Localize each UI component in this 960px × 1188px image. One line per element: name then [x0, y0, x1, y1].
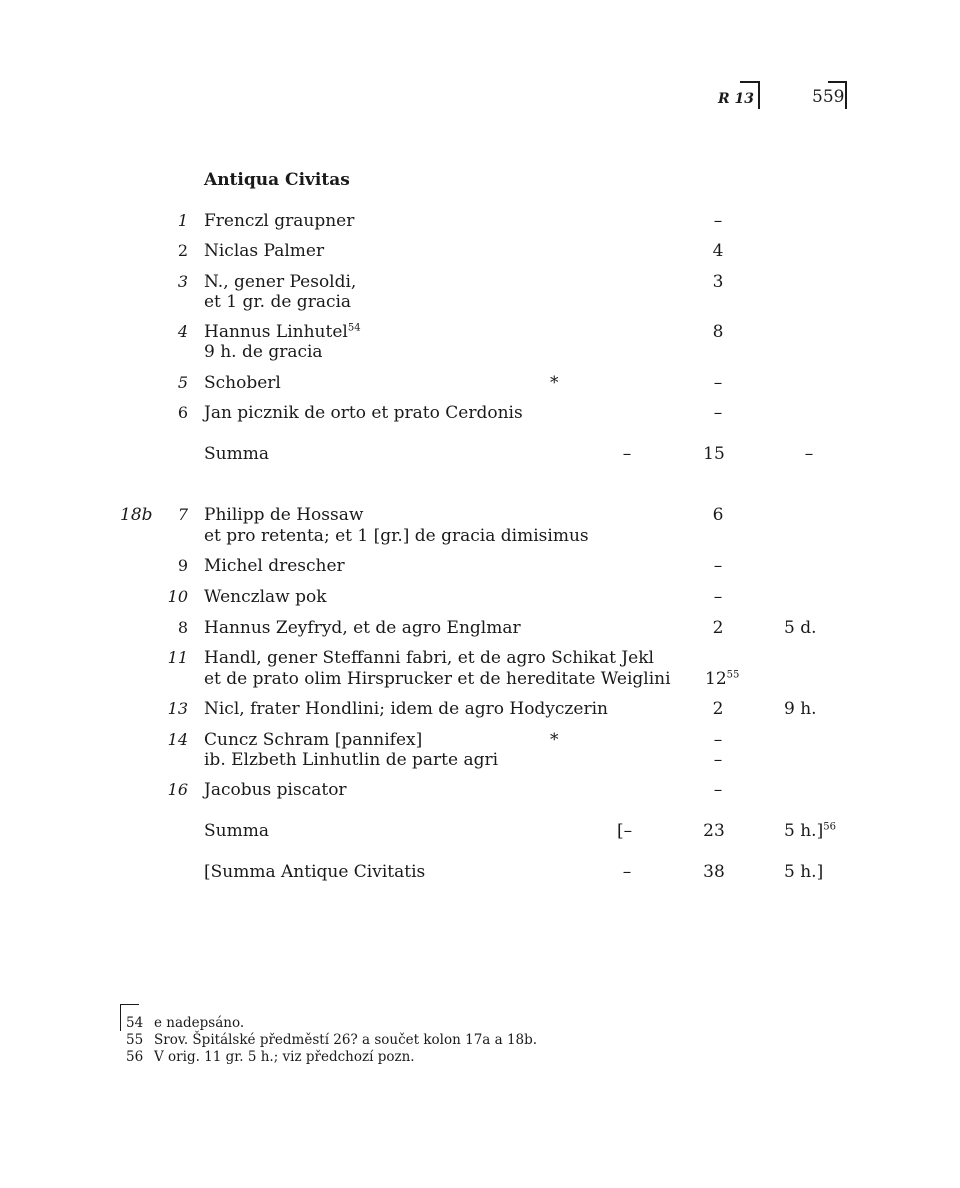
entry-text-continuation: et pro retenta; et 1 [gr.] de gracia dimisimus: [204, 526, 589, 546]
entry-amount: $12^{55}$: [705, 669, 740, 689]
summa-col3: 5 h.]$^{56}$: [784, 821, 836, 841]
asterisk-mark: *: [550, 373, 559, 393]
entry-number: 14: [167, 730, 188, 749]
entry-number: 8: [177, 618, 188, 637]
summa-total-col1: –: [622, 862, 632, 882]
entry-number: 4: [177, 322, 188, 341]
entry-amount: 8: [712, 322, 724, 342]
footnote-text: V orig. 11 gr. 5 h.; viz předchozí pozn.: [154, 1049, 415, 1065]
entry-text: Niclas Palmer: [204, 241, 325, 261]
footnote-ref[interactable]: 56: [823, 821, 836, 833]
entry-text: Handl, gener Steffanni fabri, et de agro Schikat Jekl: [204, 648, 654, 668]
summa-col1: –: [622, 444, 632, 464]
entry-number: 9: [177, 556, 188, 575]
entry-text: Jacobus piscator: [204, 780, 347, 800]
entry-amount: –: [713, 211, 723, 231]
summa-label: Summa: [204, 444, 269, 464]
entry-text: Wenczlaw pok: [204, 587, 327, 607]
entry-number: 2: [177, 241, 188, 260]
summa-total-col2: 38: [703, 862, 725, 882]
entry-amount-col3: 9 h.: [784, 699, 817, 719]
entry-amount-col3: 5 d.: [784, 618, 817, 638]
entry-number: 11: [167, 648, 188, 667]
entry-text: Nicl, frater Hondlini; idem de agro Hodyczerin: [204, 699, 608, 719]
summa-total-label: [Summa Antique Civitatis: [204, 862, 426, 882]
entry-number: 13: [167, 699, 188, 718]
entry-text: N., gener Pesoldi,: [204, 272, 357, 292]
entry-amount: –: [713, 587, 723, 607]
entry-number: 10: [167, 587, 188, 606]
footnote-text: e nadepsáno.: [154, 1015, 245, 1031]
asterisk-mark: *: [550, 730, 559, 750]
page-number-bracket: [828, 81, 847, 109]
entry-text: Jan picznik de orto et prato Cerdonis: [204, 403, 523, 423]
entry-number: 7: [177, 505, 188, 524]
summa-col2: 15: [703, 444, 725, 464]
entry-amount: 6: [712, 505, 724, 525]
entry-text: Hannus Zeyfryd, et de agro Englmar: [204, 618, 521, 638]
summa-total-col3: 5 h.]: [784, 862, 824, 882]
entry-text-continuation: et de prato olim Hirsprucker et de hereditate Weiglini: [204, 669, 671, 689]
entry-text: Schoberl: [204, 373, 281, 393]
entry-text-continuation: 9 h. de gracia: [204, 342, 323, 362]
margin-folio: 18b: [120, 505, 153, 525]
entry-text-continuation: ib. Elzbeth Linhutlin de parte agri: [204, 750, 499, 770]
entry-number: 1: [177, 211, 188, 230]
entry-number: 3: [177, 272, 188, 291]
entry-text: Hannus Linhutel$^{54}$: [204, 322, 361, 342]
entry-number: 6: [177, 403, 188, 422]
entry-text: Philipp de Hossaw: [204, 505, 364, 525]
summa-col2: 23: [703, 821, 725, 841]
entry-text-continuation: et 1 gr. de gracia: [204, 292, 352, 312]
footnote-number: 55: [126, 1032, 144, 1048]
summa-col1: [–: [617, 821, 633, 841]
footnote-text: Srov. Špitálské předměstí 26? a součet kolon 17a a 18b.: [154, 1032, 538, 1048]
entry-number: 5: [177, 373, 188, 392]
entry-amount: –: [713, 403, 723, 423]
entry-text: Frenczl graupner: [204, 211, 355, 231]
entry-amount: –: [713, 373, 723, 393]
entry-amount: –: [713, 780, 723, 800]
entry-amount: 3: [712, 272, 724, 292]
entry-amount: 2: [712, 618, 724, 638]
running-header-siglum: R 13: [718, 91, 754, 107]
entry-amount-2: –: [713, 750, 723, 770]
summa-label: Summa: [204, 821, 269, 841]
footnote-number: 56: [126, 1049, 144, 1065]
footnote-ref[interactable]: 54: [347, 322, 361, 334]
entry-amount: 4: [712, 241, 724, 261]
entry-amount: –: [713, 556, 723, 576]
entry-amount: 2: [712, 699, 724, 719]
entry-text: Michel drescher: [204, 556, 345, 576]
footnote-number: 54: [126, 1015, 144, 1031]
section-title: Antiqua Civitas: [204, 170, 350, 190]
header-bracket: [740, 81, 760, 109]
entry-number: 16: [167, 780, 188, 799]
page-number: 559: [812, 87, 845, 107]
summa-col3: –: [804, 444, 814, 464]
entry-text: Cuncz Schram [pannifex]: [204, 730, 423, 750]
footnote-ref[interactable]: 55: [726, 669, 740, 681]
entry-amount: –: [713, 730, 723, 750]
